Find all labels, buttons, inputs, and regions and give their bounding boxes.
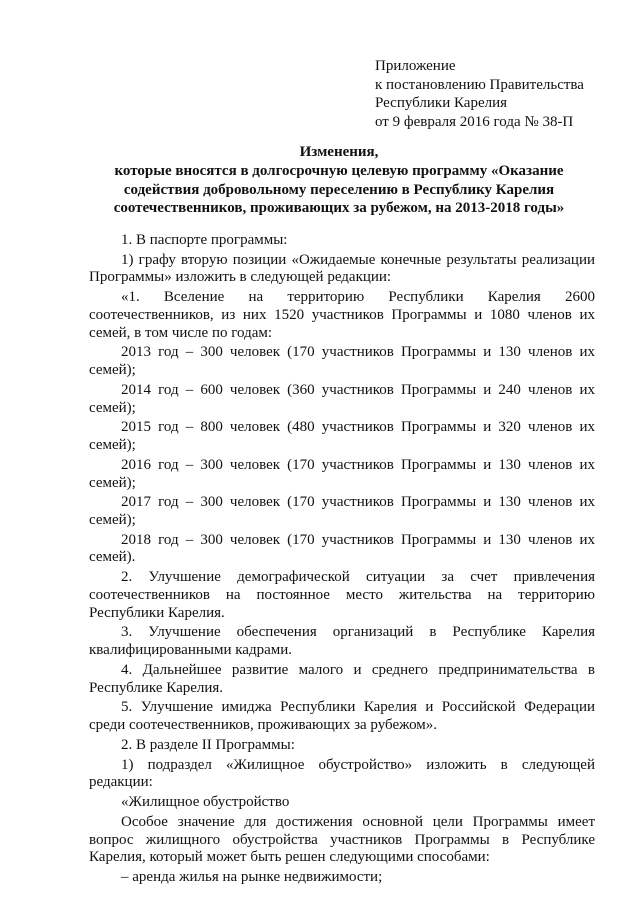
paragraph: 2. В разделе II Программы: (121, 736, 295, 753)
paragraph: 2013 год – 300 человек (170 участников Программы и 130 членов их семей); (89, 344, 595, 379)
heading-line: которые вносятся в долгосрочную целевую программу «Оказание (114, 162, 564, 179)
attachment-line: от 9 февраля 2016 года № 38-П (375, 113, 574, 130)
paragraph: 1. В паспорте программы: (121, 232, 288, 248)
paragraph: 2015 год – 800 человек (480 участников Программы и 320 членов их семей); (89, 419, 595, 454)
paragraph: 4. Дальнейшее развитие малого и среднего предпринимательства в Республике Карелия. (89, 661, 595, 696)
paragraph: 2018 год – 300 человек (170 участников Программы и 130 членов их семей). (89, 531, 595, 566)
heading-title: Изменения, (299, 144, 379, 160)
paragraph: 1) графу вторую позиции «Ожидаемые конечные результаты реализации Программы» изложить в следующей редакции: (89, 251, 595, 286)
attachment-line: Республики Карелия (375, 95, 508, 111)
document-heading (84, 143, 594, 218)
document-body (89, 232, 595, 889)
heading-line: содействия добровольному переселению в Республику Карелия (123, 181, 555, 198)
paragraph: 3. Улучшение обеспечения организаций в Республике Карелия квалифицированными кадрами. (89, 624, 595, 659)
paragraph: 1) подраздел «Жилищное обустройство» изложить в следующей редакции: (89, 756, 595, 791)
paragraph: 2017 год – 300 человек (170 участников Программы и 130 членов их семей); (89, 494, 595, 528)
attachment-line: Приложение (375, 58, 456, 74)
heading-line: соотечественников, проживающих за рубежом, на 2013-2018 годы» (113, 200, 565, 217)
paragraph: Особое значение для достижения основной цели Программы имеет вопрос жилищного обустройства участников Программы в Республике Карелия, который может быть решен следующими способами: (89, 814, 595, 866)
paragraph: «1. Вселение на территорию Республики Карелия 2600 соотечественников, из них 1520 участников Программы и 1080 членов их семей, в том числе по годам: (89, 289, 595, 341)
attachment-line: к постановлению Правительства (375, 76, 584, 93)
paragraph: 2. Улучшение демографической ситуации за счет привлечения соотечественников на постоянное место жительства на территорию Республики Карелия. (89, 569, 595, 621)
paragraph: «Жилищное обустройство (121, 794, 290, 811)
paragraph: 2014 год – 600 человек (360 участников Программы и 240 членов их семей); (89, 381, 595, 416)
paragraph: 5. Улучшение имиджа Республики Карелия и Российской Федерации среди соотечественников, проживающих за рубежом». (89, 699, 595, 733)
paragraph: – аренда жилья на рынке недвижимости; (121, 869, 383, 886)
paragraph: 2016 год – 300 человек (170 участников Программы и 130 членов их семей); (89, 456, 595, 491)
attachment-block (375, 57, 625, 131)
